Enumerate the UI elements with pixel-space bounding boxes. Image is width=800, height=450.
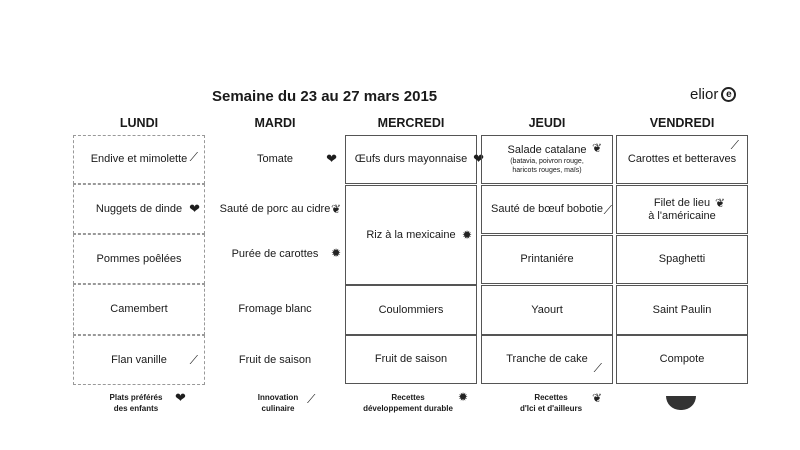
menu-item — [73, 284, 205, 335]
legend-label: développement durable — [363, 404, 453, 413]
globe-icon: ❦ — [592, 391, 603, 405]
menu-item — [73, 135, 205, 184]
menu-item — [616, 285, 748, 335]
wand-icon: ⟋ — [189, 150, 198, 164]
day-header-jeudi: JEUDI — [528, 116, 566, 130]
menu-item — [345, 335, 477, 384]
globe-icon: ❦ — [714, 196, 725, 210]
menu-item — [73, 234, 205, 284]
legend-label: Recettes — [391, 393, 425, 402]
dish-name: Fruit de saison — [238, 353, 312, 366]
dish-name: Fruit de saison — [374, 353, 448, 365]
legend-item-sustainable — [358, 392, 458, 414]
legend-item-favorites — [96, 392, 176, 414]
dish-name: Purée de carottes — [231, 247, 319, 260]
menu-item — [616, 235, 748, 284]
dish-name: Carottes et betteraves — [627, 153, 737, 165]
dish-name: Yaourt — [531, 303, 563, 316]
day-header-mercredi: MERCREDI — [377, 116, 445, 130]
menu-item — [345, 185, 477, 285]
dish-name: Flan vanille — [111, 353, 167, 366]
menu-item — [345, 135, 484, 184]
menu-item — [481, 135, 613, 184]
dish-name: Coulommiers — [378, 303, 444, 316]
legend-label: Recettes — [534, 393, 568, 402]
menu-item — [616, 135, 748, 184]
menu-item — [481, 235, 613, 284]
dish-name: Œufs durs mayonnaise — [354, 153, 468, 165]
dish-name: Filet de lieu — [653, 196, 711, 209]
sun-icon: ✹ — [458, 390, 469, 404]
menu-item — [481, 285, 613, 335]
dish-name: Tranche de cake — [506, 353, 588, 365]
elior-logo — [690, 86, 736, 103]
sun-icon: ✹ — [330, 246, 341, 260]
dish-name: Salade catalane — [507, 144, 587, 156]
heart-icon: ❤ — [175, 390, 186, 405]
menu-item — [209, 184, 341, 234]
menu-item — [481, 335, 613, 384]
legend-label: d'Ici et d'ailleurs — [519, 404, 583, 413]
legend-item-world — [510, 392, 592, 414]
heart-icon: ❤ — [189, 201, 200, 216]
dish-name: Sauté de porc au cidre — [219, 202, 331, 215]
wand-icon: ⟋ — [730, 138, 739, 152]
wand-icon: ⟋ — [593, 361, 602, 375]
dish-detail: (batavia, poivron rouge, haricots rouges, maïs) — [510, 158, 584, 174]
wand-icon: ⟋ — [603, 203, 612, 217]
day-header-lundi: LUNDI — [119, 116, 159, 130]
dish-name: Tomate — [256, 153, 294, 165]
dish-name: Fromage blanc — [238, 303, 312, 315]
legend-label: culinaire — [261, 404, 295, 413]
wand-icon: ⟋ — [307, 392, 316, 406]
heart-icon: ❤ — [326, 151, 337, 166]
dish-name: Compote — [659, 353, 705, 365]
dish-name: Sauté de bœuf bobotie — [491, 203, 603, 215]
menu-item — [209, 284, 341, 335]
dish-name: Spaghetti — [658, 253, 706, 265]
dish-name: Nuggets de dinde — [95, 202, 183, 215]
menu-item — [345, 285, 477, 335]
legend-label: des enfants — [113, 404, 159, 413]
legend-label: Plats préférés — [109, 393, 163, 402]
dish-name: Riz à la mexicaine — [366, 228, 456, 241]
dish-name: Saint Paulin — [652, 303, 712, 316]
menu-item — [73, 184, 205, 234]
logo-text: elior — [690, 86, 719, 103]
dish-name: Printaniére — [520, 253, 574, 265]
page-title: Semaine du 23 au 27 mars 2015 — [212, 88, 438, 105]
menu-item — [481, 185, 613, 234]
globe-icon: ❦ — [330, 202, 341, 216]
wand-icon: ⟋ — [189, 353, 198, 367]
legend-item-innovation — [248, 392, 308, 414]
menu-item — [209, 135, 341, 184]
legend-label: Innovation — [257, 393, 299, 402]
menu-item — [209, 335, 341, 385]
dish-name-line2: à l'américaine — [648, 209, 716, 222]
dish-name: Camembert — [110, 303, 168, 315]
dish-name: Endive et mimolette — [90, 153, 188, 165]
heart-icon: ❤ — [473, 151, 484, 166]
menu-item — [616, 335, 748, 384]
menu-item — [616, 185, 748, 234]
globe-icon: ❦ — [591, 141, 602, 155]
day-header-vendredi: VENDREDI — [649, 116, 715, 130]
dish-name: Pommes poêlées — [96, 252, 182, 265]
badge-logo-icon — [666, 396, 696, 410]
menu-item — [209, 234, 341, 274]
day-header-mardi: MARDI — [254, 116, 296, 130]
menu-item — [73, 335, 205, 385]
sun-icon: ✹ — [461, 228, 472, 242]
logo-mark-icon: e — [721, 87, 736, 102]
